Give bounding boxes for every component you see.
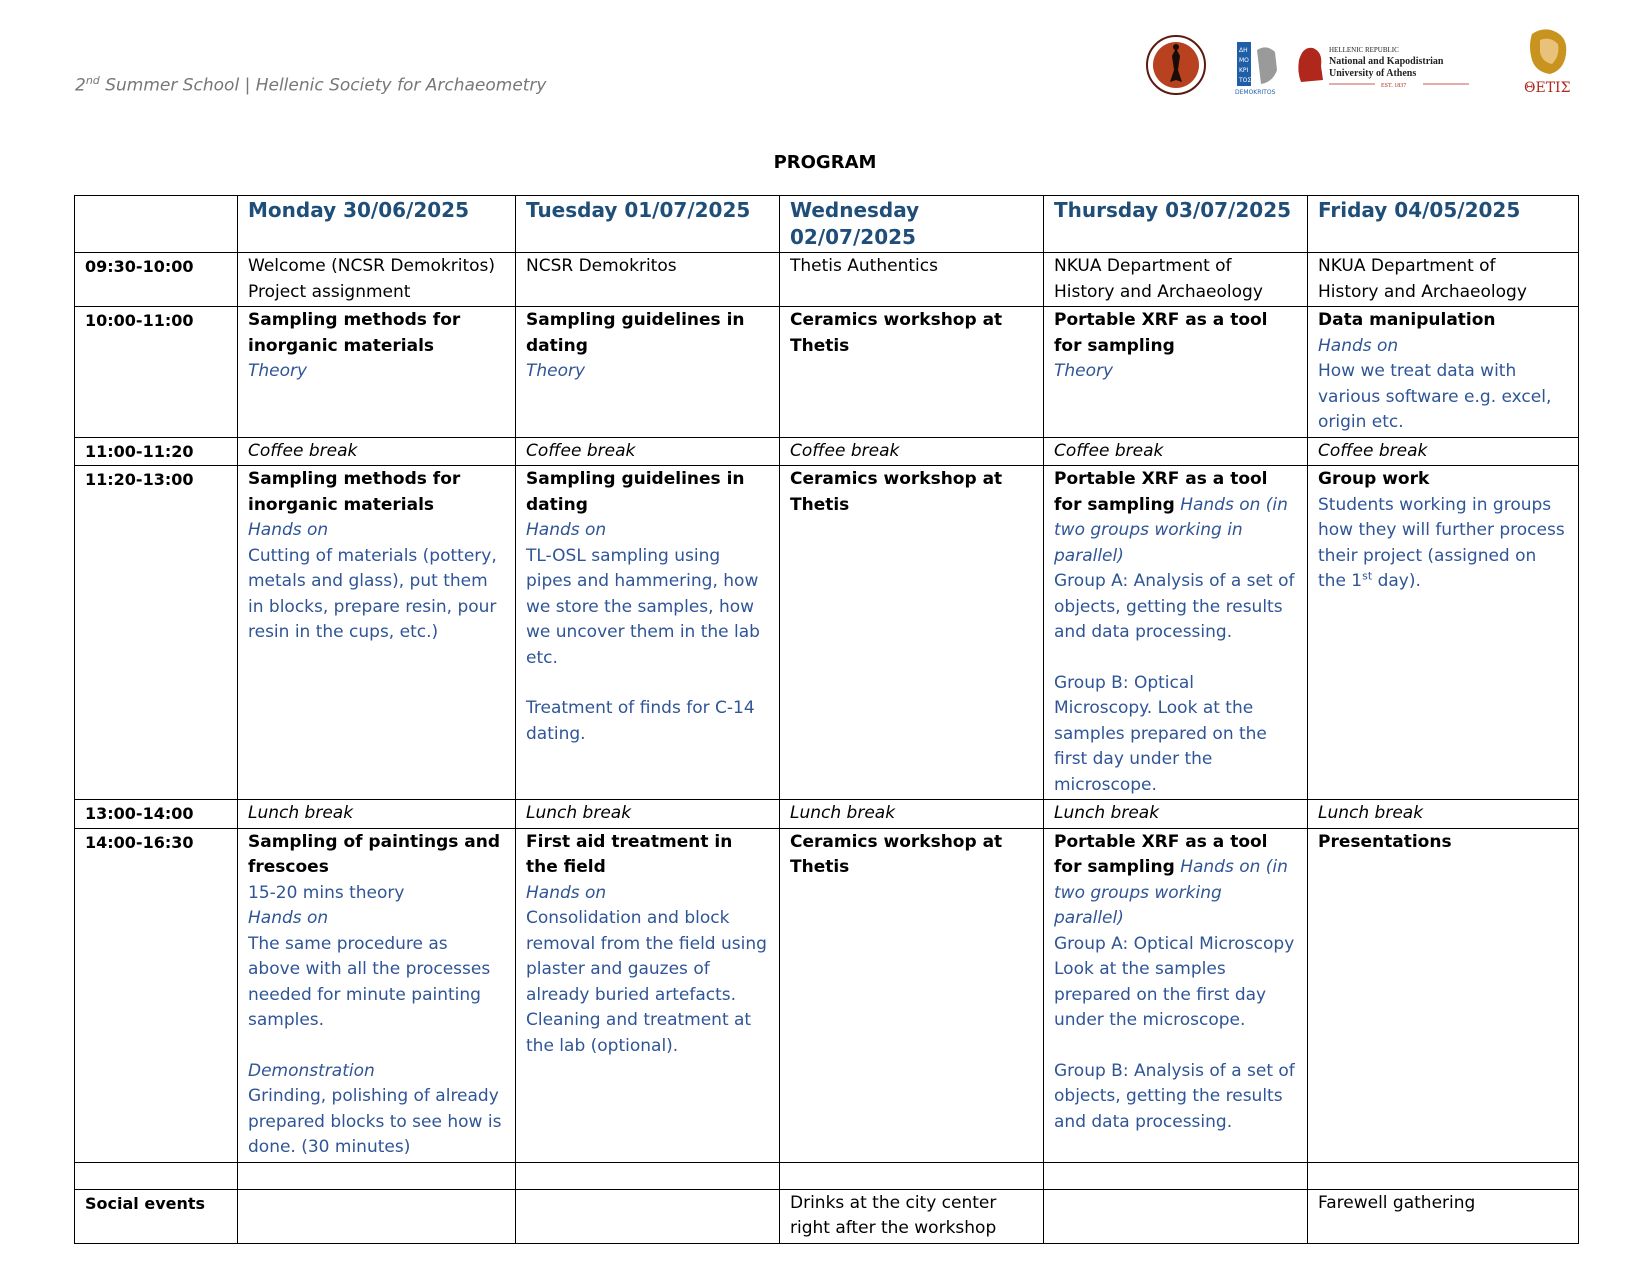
header-ordinal: 2 bbox=[75, 75, 86, 96]
cell: Ceramics workshop at Thetis bbox=[780, 828, 1044, 1162]
cell: Welcome (NCSR Demokritos) Project assignment bbox=[238, 253, 516, 307]
day-header-tuesday: Tuesday 01/07/2025 bbox=[516, 196, 780, 253]
time-cell: 09:30-10:00 bbox=[75, 253, 238, 307]
svg-text:ΚΡΙ: ΚΡΙ bbox=[1239, 67, 1249, 74]
svg-text:ΤΟΣ: ΤΟΣ bbox=[1239, 77, 1252, 84]
table-row bbox=[75, 1189, 1579, 1243]
cell: Portable XRF as a tool for sampling Hands on (in two groups working in parallel) Group A: Analysis of a set of objects, getting the results and data processing. Group B: Optical Microscopy. Look at the samples prepared on the first day under the microscope. bbox=[1044, 466, 1308, 800]
time-cell: 14:00-16:30 bbox=[75, 828, 238, 1162]
svg-text:EST. 1837: EST. 1837 bbox=[1381, 83, 1407, 89]
table-row bbox=[75, 307, 1579, 438]
cell: Portable XRF as a tool for sampling Hands on (in two groups working parallel) Group A: Optical Microscopy Look at the samples prepared on the first day under the microscope. Group B: Analysis of a set of objects, getting the results and data processing. bbox=[1044, 828, 1308, 1162]
header-empty-cell bbox=[75, 196, 238, 253]
header-ordinal-suffix: nd bbox=[85, 74, 100, 87]
day-header-thursday: Thursday 03/07/2025 bbox=[1044, 196, 1308, 253]
cell: Lunch break bbox=[516, 800, 780, 829]
cell: Lunch break bbox=[1044, 800, 1308, 829]
cell: Ceramics workshop at Thetis bbox=[780, 466, 1044, 800]
cell: Coffee break bbox=[1044, 437, 1308, 466]
cell: First aid treatment in the field Hands on Consolidation and block removal from the field using plaster and gauzes of already buried artefacts. Cleaning and treatment at the lab (optional). bbox=[516, 828, 780, 1162]
table-row bbox=[75, 828, 1579, 1162]
cell: Coffee break bbox=[780, 437, 1044, 466]
svg-text:University of Athens: University of Athens bbox=[1329, 68, 1417, 79]
table-header-row bbox=[75, 196, 1579, 253]
svg-text:DEMOKRITOS: DEMOKRITOS bbox=[1235, 89, 1276, 96]
cell: Group work Students working in groups how they will further process their project (assigned on the 1st day). bbox=[1308, 466, 1579, 800]
cell: Sampling methods for inorganic materials Hands on Cutting of materials (pottery, metals and glass), put them in blocks, prepare resin, pour resin in the cups, etc.) bbox=[238, 466, 516, 800]
cell: Coffee break bbox=[238, 437, 516, 466]
time-cell: 11:20-13:00 bbox=[75, 466, 238, 800]
cell: Presentations bbox=[1308, 828, 1579, 1162]
cell: NKUA Department of History and Archaeology bbox=[1308, 253, 1579, 307]
table-row bbox=[75, 466, 1579, 800]
table-row bbox=[75, 437, 1579, 466]
time-cell: 10:00-11:00 bbox=[75, 307, 238, 438]
svg-text:ΘΕΤΙΣ: ΘΕΤΙΣ bbox=[1524, 80, 1571, 96]
day-header-monday: Monday 30/06/2025 bbox=[238, 196, 516, 253]
cell: NCSR Demokritos bbox=[516, 253, 780, 307]
cell bbox=[1044, 1189, 1308, 1243]
table-row-empty bbox=[75, 1162, 1579, 1189]
cell bbox=[238, 1189, 516, 1243]
cell: Farewell gathering bbox=[1308, 1189, 1579, 1243]
cell: NKUA Department of History and Archaeology bbox=[1044, 253, 1308, 307]
svg-text:ΔΗ: ΔΗ bbox=[1239, 47, 1248, 54]
demokritos-logo bbox=[1235, 40, 1285, 96]
page-title: PROGRAM bbox=[773, 152, 877, 173]
cell: Lunch break bbox=[780, 800, 1044, 829]
day-header-wednesday: Wednesday 02/07/2025 bbox=[780, 196, 1044, 253]
uoa-logo bbox=[1295, 40, 1495, 96]
cell: Lunch break bbox=[238, 800, 516, 829]
time-cell: 13:00-14:00 bbox=[75, 800, 238, 829]
cell: Drinks at the city center right after the workshop bbox=[780, 1189, 1044, 1243]
svg-text:ΜΟ: ΜΟ bbox=[1239, 57, 1249, 64]
logo-strip bbox=[1145, 26, 1575, 106]
cell: Lunch break bbox=[1308, 800, 1579, 829]
cell: Portable XRF as a tool for sampling Theory bbox=[1044, 307, 1308, 438]
cell bbox=[516, 1189, 780, 1243]
society-seal-logo bbox=[1145, 34, 1207, 96]
cell: Thetis Authentics bbox=[780, 253, 1044, 307]
thetis-logo bbox=[1520, 26, 1575, 98]
svg-text:HELLENIC REPUBLIC: HELLENIC REPUBLIC bbox=[1329, 46, 1399, 54]
cell: Sampling guidelines in dating Hands on TL-OSL sampling using pipes and hammering, how we store the samples, how we uncover them in the lab etc. Treatment of finds for C-14 dating. bbox=[516, 466, 780, 800]
program-table bbox=[74, 195, 1579, 1244]
cell: Sampling of paintings and frescoes 15-20 mins theory Hands on The same procedure as above with all the processes needed for minute painting samples. Demonstration Grinding, polishing of already prepared blocks to see how is done. (30 minutes) bbox=[238, 828, 516, 1162]
document-header bbox=[75, 74, 547, 96]
cell: Coffee break bbox=[1308, 437, 1579, 466]
table-row bbox=[75, 253, 1579, 307]
table-row bbox=[75, 800, 1579, 829]
svg-text:National and Kapodistrian: National and Kapodistrian bbox=[1329, 56, 1444, 67]
cell: Data manipulation Hands on How we treat data with various software e.g. excel, origin etc. bbox=[1308, 307, 1579, 438]
cell: Ceramics workshop at Thetis bbox=[780, 307, 1044, 438]
time-cell: 11:00-11:20 bbox=[75, 437, 238, 466]
time-cell: Social events bbox=[75, 1189, 238, 1243]
cell: Sampling guidelines in dating Theory bbox=[516, 307, 780, 438]
cell: Coffee break bbox=[516, 437, 780, 466]
header-text: Summer School | Hellenic Society for Archaeometry bbox=[99, 75, 547, 96]
cell: Sampling methods for inorganic materials Theory bbox=[238, 307, 516, 438]
day-header-friday: Friday 04/05/2025 bbox=[1308, 196, 1579, 253]
